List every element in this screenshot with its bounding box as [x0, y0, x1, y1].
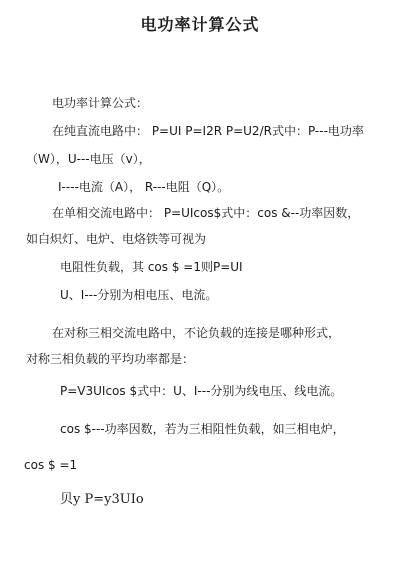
text-line-current-resistance: I----电流（A）， R---电阻（Q）。	[58, 180, 230, 194]
text-line-phase-voltage: U、I---分别为相电压、电流。	[60, 288, 218, 302]
text-line-units: （W），U---电压（v），	[26, 152, 151, 166]
text-line-power-factor: cos $---功率因数，若为三相阻性负载，如三相电炉，	[60, 422, 345, 436]
text-line-three-phase: 在对称三相交流电路中，不论负载的连接是哪种形式，	[52, 326, 341, 340]
text-line-cos-equals-one: cos $ =1	[24, 458, 78, 472]
text-line-resistive-load: 电阻性负载，其 cos $ =1则P=UI	[60, 260, 243, 274]
text-line-single-phase: 在单相交流电路中： P=UIcos$式中：cos &--功率因数，	[52, 206, 360, 220]
text-line-examples: 如白炽灯、电炉、电烙铁等可视为	[26, 232, 207, 246]
text-line-heading: 电功率计算公式：	[52, 96, 149, 110]
text-line-average-power: 对称三相负载的平均功率都是：	[26, 352, 195, 366]
text-line-dc-formula: 在纯直流电路中： P=UI P=I2R P=U2/R式中：P---电功率	[52, 124, 364, 138]
text-line-three-phase-formula: P=V3UIcos $式中：U、I---分别为线电压、线电流。	[60, 384, 343, 398]
text-line-final-formula: 贝y P=y3UIo	[60, 492, 144, 507]
document-title: 电功率计算公式	[140, 15, 260, 34]
